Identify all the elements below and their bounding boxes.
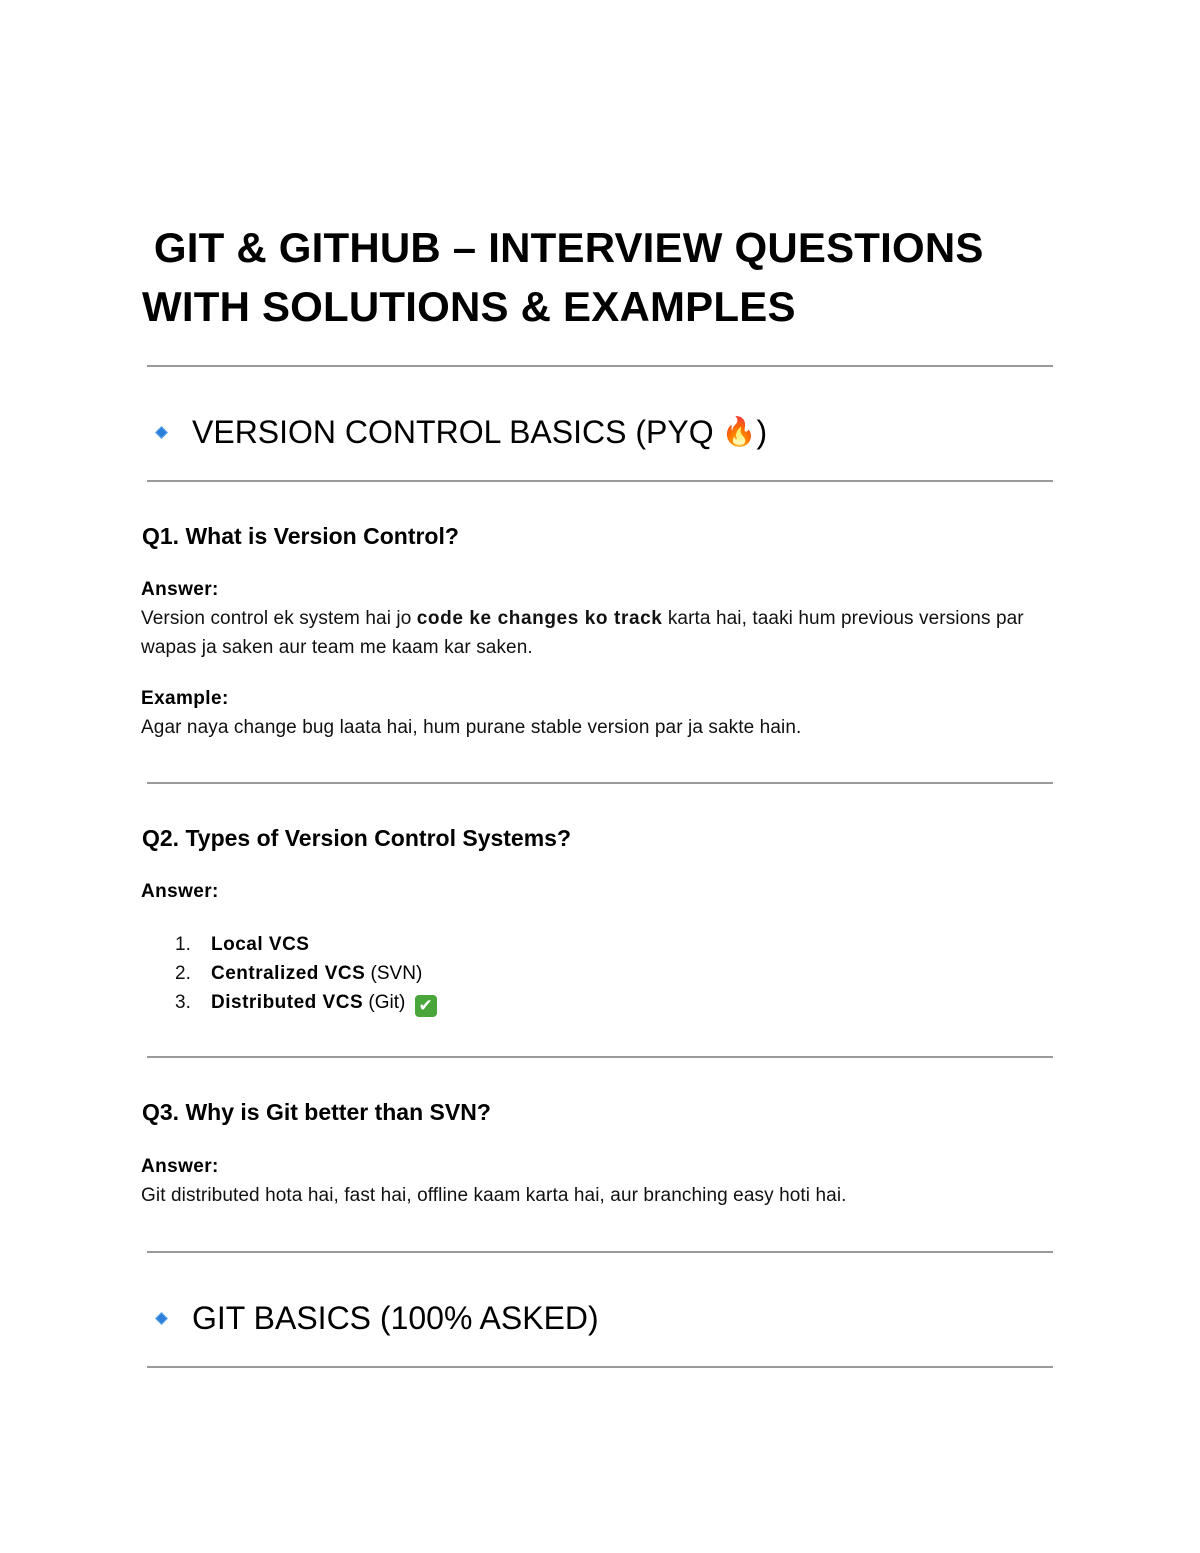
- list-number: 3.: [175, 992, 191, 1013]
- answer-text-end: karta hai, taaki hum previous versions par wapas ja saken aur team me kaam kar saken.: [141, 608, 1024, 658]
- answer-label: Answer:: [141, 1156, 219, 1177]
- title-line-2: WITH SOLUTIONS & EXAMPLES: [142, 283, 796, 330]
- page-title: [142, 218, 1062, 336]
- example-label: Example:: [141, 688, 229, 709]
- divider: [147, 1366, 1053, 1368]
- section-heading-text: GIT BASICS (100% ASKED): [192, 1300, 599, 1336]
- blue-diamond-icon: [155, 426, 168, 439]
- list-item-bold: Local VCS: [211, 934, 310, 955]
- divider: [147, 365, 1053, 367]
- list-item: [175, 930, 437, 959]
- divider: [147, 1251, 1053, 1253]
- fire-icon: 🔥: [721, 416, 757, 447]
- example-text: Agar naya change bug laata hai, hum purane stable version par ja sakte hain.: [141, 717, 802, 738]
- divider: [147, 480, 1053, 482]
- list-number: 1.: [175, 934, 191, 955]
- list-item: [175, 959, 437, 988]
- answer-label: Answer:: [141, 881, 219, 902]
- check-mark-icon: ✔: [415, 995, 437, 1017]
- answer-label: Answer:: [141, 579, 219, 600]
- section-heading-suffix: ): [756, 414, 768, 450]
- question-2: Q2. Types of Version Control Systems?: [142, 825, 572, 851]
- divider: [147, 1056, 1053, 1058]
- list-item-rest: (SVN): [365, 963, 423, 984]
- vcs-types-list: [175, 930, 437, 1017]
- title-line-1: GIT & GITHUB – INTERVIEW QUESTIONS: [153, 224, 984, 271]
- answer-text: Git distributed hota hai, fast hai, offline kaam karta hai, aur branching easy hoti hai.: [141, 1185, 847, 1206]
- answer-text: [141, 604, 1041, 662]
- section-heading-text: VERSION CONTROL BASICS (PYQ: [192, 414, 714, 450]
- section-heading-git-basics: [152, 1298, 599, 1338]
- question-1: Q1. What is Version Control?: [142, 523, 459, 549]
- list-item: [175, 988, 437, 1017]
- list-item-bold: Centralized VCS: [211, 963, 366, 984]
- question-3: Q3. Why is Git better than SVN?: [142, 1099, 491, 1125]
- answer-text-bold: code ke changes ko track: [416, 608, 663, 629]
- divider: [147, 782, 1053, 784]
- list-number: 2.: [175, 963, 191, 984]
- answer-text-start: Version control ek system hai jo: [141, 608, 417, 629]
- section-heading-version-control: [152, 412, 767, 452]
- list-item-rest: (Git): [363, 992, 406, 1013]
- list-item-bold: Distributed VCS: [211, 992, 364, 1013]
- blue-diamond-icon: [155, 1312, 168, 1325]
